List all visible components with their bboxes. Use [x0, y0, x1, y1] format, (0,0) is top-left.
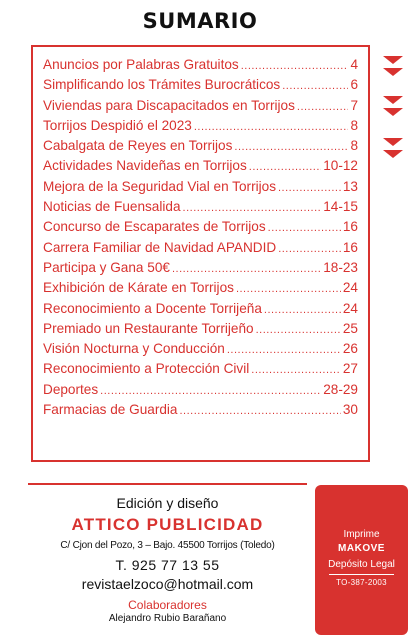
toc-leader-dots	[227, 344, 341, 356]
toc-entry-title: Actividades Navideñas en Torrijos	[43, 158, 247, 174]
toc-leader-dots	[268, 222, 341, 234]
toc-entry-title: Visión Nocturna y Conducción	[43, 341, 225, 357]
toc-entry-page: 25	[342, 320, 358, 336]
toc-leader-dots	[249, 161, 321, 173]
legal-deposit-label: Depósito Legal	[328, 559, 395, 570]
toc-entry[interactable]	[43, 321, 358, 341]
toc-entry[interactable]	[43, 199, 358, 219]
toc-entry[interactable]	[43, 98, 358, 118]
toc-entry-page: 8	[350, 138, 358, 154]
page-title: SUMARIO	[142, 9, 258, 33]
toc-leader-dots	[194, 121, 349, 133]
toc-leader-dots	[278, 243, 341, 255]
toc-entry[interactable]	[43, 138, 358, 158]
toc-entry[interactable]	[43, 382, 358, 402]
toc-entry[interactable]	[43, 57, 358, 77]
toc-entry-title: Simplificando los Trámites Burocráticos	[43, 77, 281, 93]
toc-entry[interactable]	[43, 240, 358, 260]
agency-phone: T. 925 77 13 55	[115, 557, 220, 573]
toc-entry-page: 30	[342, 402, 358, 418]
toc-entry-title: Carrera Familiar de Navidad APANDID	[43, 239, 277, 255]
toc-leader-dots	[256, 324, 341, 336]
toc-entry[interactable]	[43, 301, 358, 321]
chevron-down-icon	[383, 56, 403, 64]
toc-leader-dots	[183, 202, 322, 214]
agency-email[interactable]: revistaelzoco@hotmail.com	[81, 576, 254, 592]
toc-entry-title: Premiado un Restaurante Torrijeño	[43, 320, 254, 336]
toc-entry-title: Farmacias de Guardia	[43, 402, 178, 418]
toc-entry-page: 24	[342, 280, 358, 296]
toc-entry[interactable]	[43, 280, 358, 300]
toc-entry-title: Reconocimiento a Docente Torrijeña	[43, 300, 262, 316]
credits-block	[28, 483, 307, 643]
toc-entry-page: 27	[342, 361, 358, 377]
toc-entry[interactable]	[43, 361, 358, 381]
table-of-contents	[31, 45, 370, 462]
chevron-down-icon	[383, 68, 403, 76]
collaborator-name: Alejandro Rubio Barañano	[108, 613, 227, 624]
agency-address: C/ Cjon del Pozo, 3 – Bajo. 45500 Torrijos (Toledo)	[60, 540, 275, 551]
toc-entry-page: 6	[350, 77, 358, 93]
toc-leader-dots	[297, 101, 349, 113]
legal-deposit-number: TO-387-2003	[336, 578, 387, 587]
toc-entry-page: 8	[350, 117, 358, 133]
toc-entry-page: 7	[350, 97, 358, 113]
toc-entry[interactable]	[43, 158, 358, 178]
toc-leader-dots	[282, 80, 348, 92]
toc-entry-title: Cabalgata de Reyes en Torrijos	[43, 138, 233, 154]
toc-entry[interactable]	[43, 219, 358, 239]
printer-box	[315, 485, 408, 635]
toc-leader-dots	[251, 364, 341, 376]
toc-entry[interactable]	[43, 77, 358, 97]
divider	[329, 574, 394, 575]
chevron-down-icon	[383, 108, 403, 116]
toc-leader-dots	[278, 182, 341, 194]
toc-entry[interactable]	[43, 118, 358, 138]
toc-entry-page: 18-23	[323, 259, 358, 275]
print-label: Imprime	[343, 529, 380, 540]
toc-leader-dots	[100, 385, 321, 397]
collaborators-label: Colaboradores	[128, 598, 207, 612]
toc-entry-page: 28-29	[323, 381, 358, 397]
toc-entry-page: 16	[342, 239, 358, 255]
toc-entry-page: 16	[342, 219, 358, 235]
toc-entry-title: Torrijos Despidió el 2023	[43, 117, 192, 133]
toc-entry-title: Reconocimiento a Protección Civil	[43, 361, 250, 377]
toc-leader-dots	[172, 263, 321, 275]
toc-entry-title: Mejora de la Seguridad Vial en Torrijos	[43, 178, 276, 194]
toc-leader-dots	[234, 141, 348, 153]
toc-entry-title: Concurso de Escaparates de Torrijos	[43, 219, 266, 235]
toc-entry-title: Noticias de Fuensalida	[43, 199, 181, 215]
toc-leader-dots	[241, 60, 349, 72]
toc-entry-title: Viviendas para Discapacitados en Torrijos	[43, 97, 295, 113]
toc-leader-dots	[179, 405, 340, 417]
toc-entry-page: 24	[342, 300, 358, 316]
toc-leader-dots	[236, 283, 341, 295]
chevron-down-icon	[383, 138, 403, 146]
printer-name: MAKOVE	[338, 543, 385, 554]
toc-entry-title: Anuncios por Palabras Gratuitos	[43, 57, 239, 72]
agency-name: ATTICO PUBLICIDAD	[71, 515, 264, 534]
toc-entry-page: 14-15	[323, 199, 358, 215]
toc-entry[interactable]	[43, 260, 358, 280]
toc-entry[interactable]	[43, 341, 358, 361]
toc-entry-page: 26	[342, 341, 358, 357]
toc-entry-title: Participa y Gana 50€	[43, 259, 170, 275]
toc-entry-page: 10-12	[323, 158, 358, 174]
toc-leader-dots	[264, 304, 341, 316]
edition-label: Edición y diseño	[116, 495, 219, 511]
toc-entry[interactable]	[43, 179, 358, 199]
toc-entry-page: 13	[342, 178, 358, 194]
toc-entry-title: Deportes	[43, 381, 99, 397]
toc-entry-page: 4	[350, 57, 358, 72]
chevron-down-icon	[383, 150, 403, 158]
chevron-down-icon	[383, 96, 403, 104]
toc-entry-title: Exhibición de Kárate en Torrijos	[43, 280, 234, 296]
toc-entry[interactable]	[43, 402, 358, 422]
